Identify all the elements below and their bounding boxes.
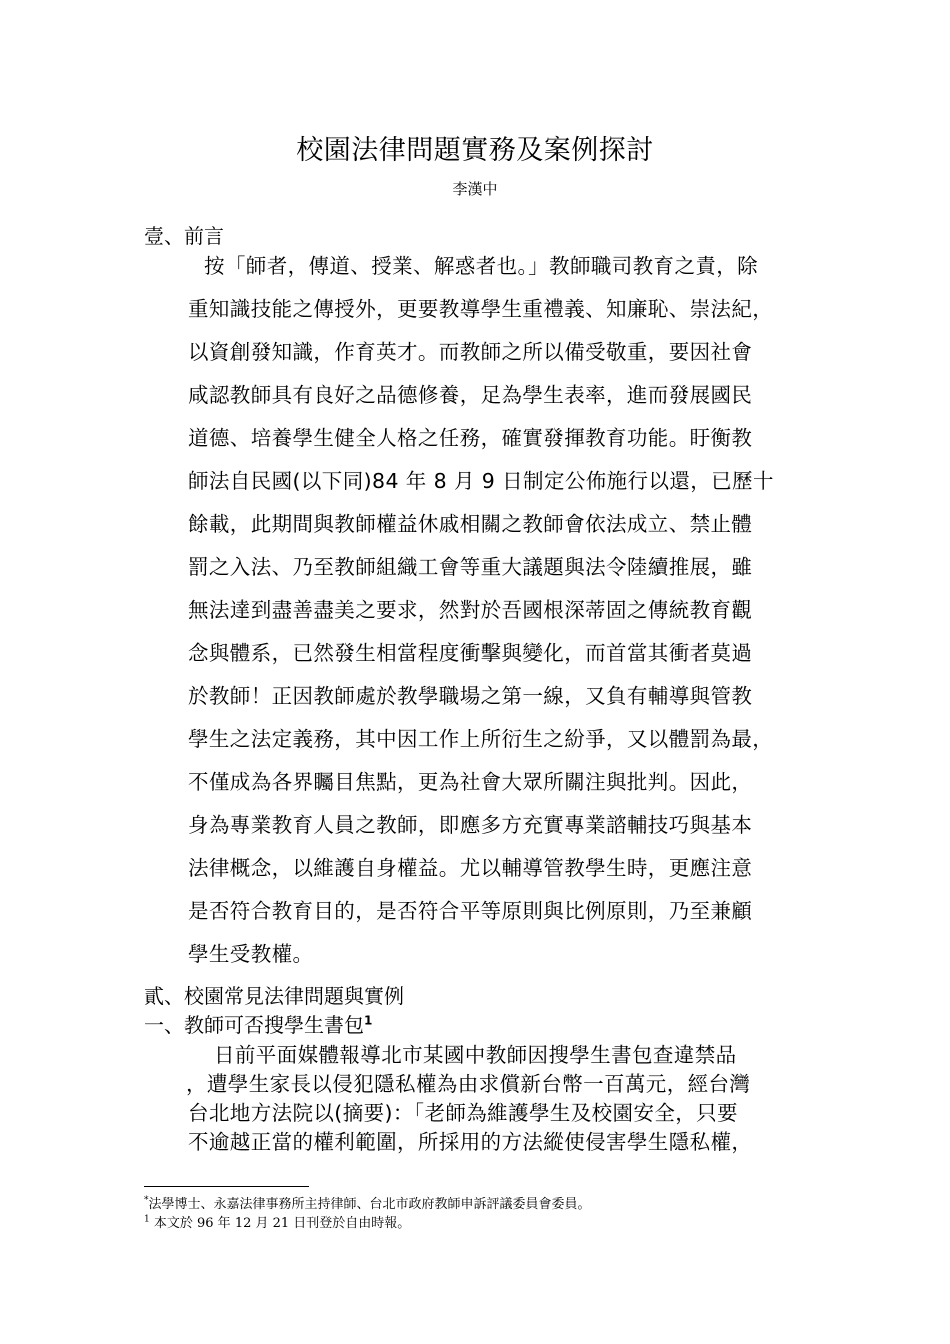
paragraph-line: 念與體系，已然發生相當程度衝擊與變化，而首當其衝者莫過 <box>188 641 753 665</box>
paragraph-line: 罰之入法、乃至教師組織工會等重大議題與法令陸續推展，雖 <box>188 555 753 579</box>
paragraph-line: 咸認教師具有良好之品德修養，足為學生表率，進而發展國民 <box>188 383 753 407</box>
footnote-text: 本文於 96 年 12 月 21 日刊登於自由時報。 <box>153 1216 411 1231</box>
footnote-mark: 1 <box>144 1214 150 1225</box>
paragraph-line: 台北地方法院以(摘要)：「老師為維護學生及校園安全，只要 <box>188 1101 738 1125</box>
footnote-text: 法學博士、永嘉法律事務所主持律師、台北市政府教師申訴評議委員會委員。 <box>148 1197 591 1212</box>
footnote-1 <box>144 1212 410 1231</box>
paragraph-line: 於教師！正因教師處於教學職場之第一線，又負有輔導與管教 <box>188 684 753 708</box>
section-heading-preface: 壹、前言 <box>144 224 224 248</box>
section-heading-common-issues: 貳、校園常見法律問題與實例 <box>144 984 404 1008</box>
footnote-separator <box>144 1186 309 1187</box>
paragraph-line: 不僅成為各界矚目焦點，更為社會大眾所關注與批判。因此， <box>188 770 753 794</box>
footnote-mark: * <box>144 1195 149 1206</box>
paragraph-line: 重知識技能之傳授外，更要教導學生重禮義、知廉恥、崇法紀， <box>188 297 774 321</box>
paragraph-line: 身為專業教育人員之教師，即應多方充實專業諮輔技巧與基本 <box>188 813 753 837</box>
paragraph-line: 日前平面媒體報導北市某國中教師因搜學生書包查違禁品 <box>214 1043 737 1067</box>
paragraph-line: 是否符合教育目的，是否符合平等原則與比例原則，乃至兼顧 <box>188 899 753 923</box>
footnote-reference: 1 <box>364 1013 373 1028</box>
paragraph-line: 學生之法定義務，其中因工作上所衍生之紛爭，又以體罰為最， <box>188 727 774 751</box>
paragraph-line: 不逾越正當的權利範圍，所採用的方法縱使侵害學生隱私權， <box>188 1130 753 1154</box>
paragraph-line: 學生受教權。 <box>188 942 314 966</box>
document-title: 校園法律問題實務及案例探討 <box>296 135 654 166</box>
paragraph-line: 按「師者，傳道、授業、解惑者也。」教師職司教育之責，除 <box>204 254 759 278</box>
subsection-heading-search-bag <box>144 1009 372 1038</box>
paragraph-line: 以資創發知識，作育英才。而教師之所以備受敬重，要因社會 <box>188 340 753 364</box>
paragraph-line: 法律概念，以維護自身權益。尤以輔導管教學生時，更應注意 <box>188 856 753 880</box>
paragraph-line: ，遭學生家長以侵犯隱私權為由求償新台幣一百萬元，經台灣 <box>186 1072 751 1096</box>
author-name: 李漢中 <box>452 180 498 198</box>
paragraph-line: 餘載，此期間與教師權益休戚相關之教師會依法成立、禁止體 <box>188 512 753 536</box>
paragraph-line: 無法達到盡善盡美之要求，然對於吾國根深蒂固之傳統教育觀 <box>188 598 753 622</box>
footnote-author <box>144 1193 591 1212</box>
paragraph-line: 道德、培養學生健全人格之任務，確實發揮教育功能。盱衡教 <box>188 426 753 450</box>
subsection-heading-text: 一、教師可否搜學生書包 <box>144 1013 364 1037</box>
paragraph-line: 師法自民國(以下同)84 年 8 月 9 日制定公佈施行以還，已歷十 <box>188 469 774 493</box>
